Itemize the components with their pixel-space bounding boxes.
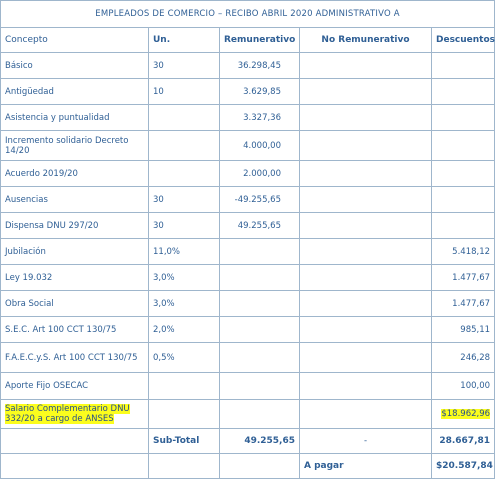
concept-cell: Aporte Fijo OSECAC — [1, 373, 149, 400]
no-remunerativo-cell — [300, 53, 432, 79]
no-remunerativo-cell — [300, 131, 432, 161]
a-pagar-empty-cell-3 — [220, 454, 300, 479]
unit-cell: 30 — [149, 187, 220, 213]
concept-row — [1, 373, 495, 400]
descuento-cell: 5.418,12 — [432, 239, 495, 265]
unit-cell — [149, 161, 220, 187]
descuento-cell: 985,11 — [432, 317, 495, 343]
a-pagar-row — [1, 454, 495, 479]
unit-cell — [149, 373, 220, 400]
remunerativo-cell: 3.327,36 — [220, 105, 300, 131]
concept-cell: Ley 19.032 — [1, 265, 149, 291]
a-pagar-label: A pagar — [300, 454, 432, 479]
concept-row — [1, 53, 495, 79]
unit-cell — [149, 105, 220, 131]
header-descuentos: Descuentos — [432, 28, 495, 53]
a-pagar-empty-cell-1 — [1, 454, 149, 479]
remunerativo-cell: 4.000,00 — [220, 131, 300, 161]
concept-cell: Antigüedad — [1, 79, 149, 105]
unit-cell: 11,0% — [149, 239, 220, 265]
subtotal-no-remunerativo: - — [300, 429, 432, 454]
concept-cell: S.E.C. Art 100 CCT 130/75 — [1, 317, 149, 343]
subtotal-label: Sub-Total — [149, 429, 220, 454]
no-remunerativo-cell — [300, 161, 432, 187]
remunerativo-cell — [220, 239, 300, 265]
header-row — [1, 28, 495, 53]
salario-norem-cell — [300, 400, 432, 429]
unit-cell: 30 — [149, 213, 220, 239]
salario-descuento: $18.962,96 — [441, 409, 491, 419]
remunerativo-cell: 49.255,65 — [220, 213, 300, 239]
concept-row — [1, 317, 495, 343]
subtotal-empty-cell — [1, 429, 149, 454]
header-un: Un. — [149, 28, 220, 53]
header-remunerativo: Remunerativo — [220, 28, 300, 53]
unit-cell: 3,0% — [149, 291, 220, 317]
salario-concepto-cell — [1, 400, 149, 429]
no-remunerativo-cell — [300, 373, 432, 400]
no-remunerativo-cell — [300, 239, 432, 265]
concept-cell: Ausencias — [1, 187, 149, 213]
no-remunerativo-cell — [300, 105, 432, 131]
remunerativo-cell — [220, 373, 300, 400]
descuento-cell: 1.477,67 — [432, 265, 495, 291]
salario-concepto: Salario Complementario DNU 332/20 a cargo de ANSES — [5, 404, 130, 424]
title-row — [1, 1, 495, 28]
subtotal-row — [1, 429, 495, 454]
descuento-cell — [432, 187, 495, 213]
remunerativo-cell: 36.298,45 — [220, 53, 300, 79]
concept-cell: Básico — [1, 53, 149, 79]
subtotal-descuentos: 28.667,81 — [432, 429, 495, 454]
concept-cell: Incremento solidario Decreto 14/20 — [1, 131, 149, 161]
unit-cell — [149, 131, 220, 161]
descuento-cell: 1.477,67 — [432, 291, 495, 317]
no-remunerativo-cell — [300, 187, 432, 213]
concept-row — [1, 291, 495, 317]
unit-cell: 0,5% — [149, 343, 220, 373]
unit-cell: 2,0% — [149, 317, 220, 343]
remunerativo-cell — [220, 291, 300, 317]
concept-row — [1, 213, 495, 239]
a-pagar-value: $20.587,84 — [432, 454, 495, 479]
concept-cell: Obra Social — [1, 291, 149, 317]
remunerativo-cell: -49.255,65 — [220, 187, 300, 213]
concept-row — [1, 105, 495, 131]
concept-cell: Dispensa DNU 297/20 — [1, 213, 149, 239]
subtotal-remunerativo: 49.255,65 — [220, 429, 300, 454]
concept-row — [1, 265, 495, 291]
header-concepto: Concepto — [1, 28, 149, 53]
no-remunerativo-cell — [300, 265, 432, 291]
remunerativo-cell — [220, 317, 300, 343]
header-no-remunerativo: No Remunerativo — [300, 28, 432, 53]
no-remunerativo-cell — [300, 343, 432, 373]
concept-row — [1, 239, 495, 265]
no-remunerativo-cell — [300, 291, 432, 317]
receipt-title: EMPLEADOS DE COMERCIO – RECIBO ABRIL 2020 ADMINISTRATIVO A — [1, 1, 495, 28]
descuento-cell — [432, 105, 495, 131]
descuento-cell — [432, 131, 495, 161]
salario-rem-cell — [220, 400, 300, 429]
salario-complementario-row — [1, 400, 495, 429]
concept-row — [1, 187, 495, 213]
salario-un-cell — [149, 400, 220, 429]
concept-cell: F.A.E.C.y.S. Art 100 CCT 130/75 — [1, 343, 149, 373]
remunerativo-cell: 2.000,00 — [220, 161, 300, 187]
descuento-cell — [432, 79, 495, 105]
no-remunerativo-cell — [300, 213, 432, 239]
unit-cell: 3,0% — [149, 265, 220, 291]
concept-cell: Jubilación — [1, 239, 149, 265]
concept-row — [1, 131, 495, 161]
remunerativo-cell — [220, 343, 300, 373]
no-remunerativo-cell — [300, 79, 432, 105]
remunerativo-cell: 3.629,85 — [220, 79, 300, 105]
descuento-cell — [432, 161, 495, 187]
unit-cell: 30 — [149, 53, 220, 79]
a-pagar-empty-cell-2 — [149, 454, 220, 479]
descuento-cell: 246,28 — [432, 343, 495, 373]
no-remunerativo-cell — [300, 317, 432, 343]
concept-cell: Acuerdo 2019/20 — [1, 161, 149, 187]
concept-cell: Asistencia y puntualidad — [1, 105, 149, 131]
unit-cell: 10 — [149, 79, 220, 105]
concept-row — [1, 79, 495, 105]
concept-row — [1, 343, 495, 373]
descuento-cell: 100,00 — [432, 373, 495, 400]
remunerativo-cell — [220, 265, 300, 291]
descuento-cell — [432, 213, 495, 239]
descuento-cell — [432, 53, 495, 79]
salario-desc-cell — [432, 400, 495, 429]
concept-row — [1, 161, 495, 187]
